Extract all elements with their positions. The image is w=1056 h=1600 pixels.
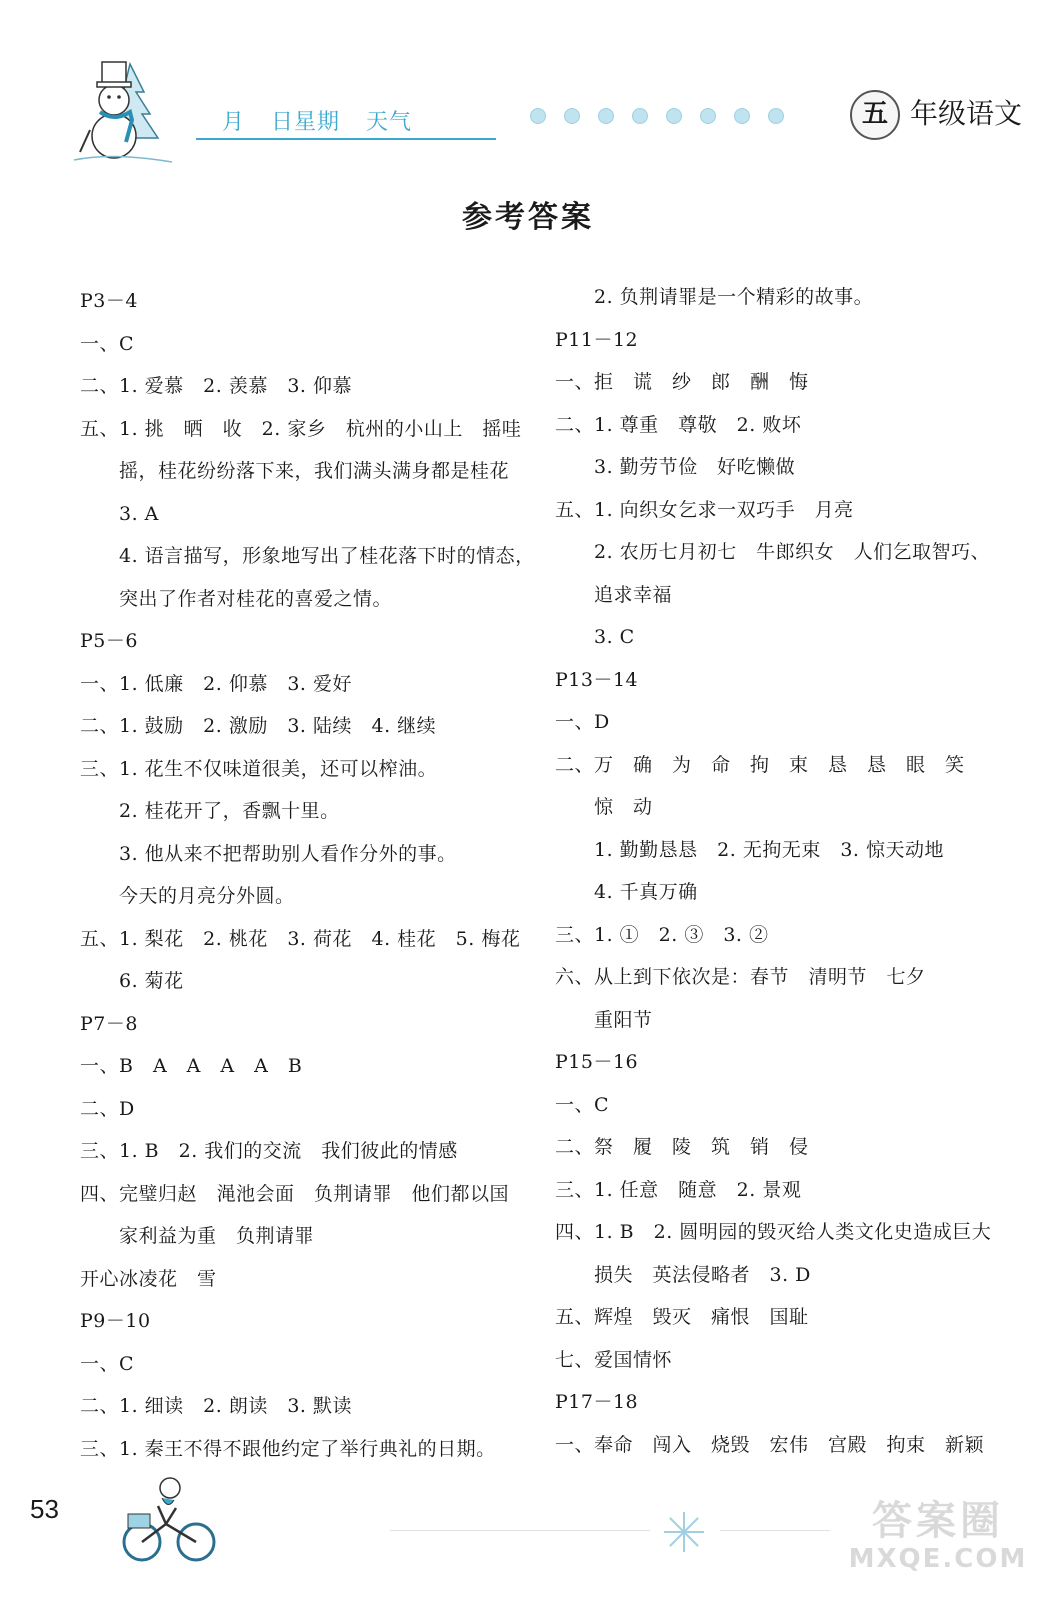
answer-line: 一、B A A A A B [80, 1055, 303, 1077]
weekday-label: 星期 [294, 110, 341, 135]
answer-line: 五、1. 梨花 2. 桃花 3. 荷花 4. 桂花 5. 梅花 [80, 927, 521, 950]
answer-line: 摇，桂花纷纷落下来，我们满头满身都是桂花 [80, 460, 510, 482]
answer-line: 五、1. 挑 晒 收 2. 家乡 杭州的小山上 摇哇 [80, 417, 522, 440]
answer-line: P11－12 [555, 328, 639, 351]
answer-line: 损失 英法侵略者 3. D [555, 1263, 811, 1286]
answer-line: 开心冰凌花 雪 [80, 1267, 217, 1290]
answer-line: 惊 动 [555, 796, 653, 818]
answer-line: 一、奉命 闯入 烧毁 宏伟 宫殿 拘束 新颖 [555, 1433, 985, 1456]
answer-line: 2. 农历七月初七 牛郎织女 人们乞取智巧、 [555, 541, 991, 563]
day-label: 日 [271, 110, 295, 135]
answer-line: 3. A [80, 502, 159, 525]
answer-line: 2. 桂花开了，香飘十里。 [80, 800, 340, 822]
answer-line: 4. 语言描写，形象地写出了桂花落下时的情态， [80, 545, 535, 567]
watermark-bottom: MXQE.COM [848, 1544, 1028, 1574]
answer-line: 一、拒 谎 纱 郎 酬 悔 [555, 371, 809, 393]
answer-line: 二、1. 鼓励 2. 激励 3. 陆续 4. 继续 [80, 715, 437, 737]
answer-line: P13－14 [555, 668, 639, 691]
answer-line: 二、1. 爱慕 2. 羡慕 3. 仰慕 [80, 375, 353, 397]
answer-line: 一、C [80, 1352, 135, 1375]
answer-line: 五、1. 向织女乞求一双巧手 月亮 [555, 498, 854, 521]
answer-line: P15－16 [555, 1051, 639, 1073]
page-number: 53 [30, 1494, 59, 1524]
date-weather-line [196, 105, 496, 140]
grade-badge: 五 [850, 90, 900, 140]
answer-line: 一、C [80, 332, 135, 355]
answer-line: 四、完璧归赵 渑池会面 负荆请罪 他们都以国 [80, 1182, 510, 1205]
answer-line: 3. 勤劳节俭 好吃懒做 [555, 456, 796, 478]
grade-subject-title: 年级语文 [910, 97, 1023, 130]
answer-line: 二、祭 履 陵 筑 销 侵 [555, 1136, 809, 1158]
answer-line: 突出了作者对桂花的喜爱之情。 [80, 587, 393, 610]
answer-line: 4. 千真万确 [555, 881, 698, 903]
answer-line: 家利益为重 负荆请罪 [80, 1225, 315, 1247]
answer-line: 追求幸福 [555, 583, 673, 606]
answer-line: 今天的月亮分外圆。 [80, 885, 295, 907]
answer-line: 重阳节 [555, 1008, 653, 1031]
answer-line: 2. 负荆请罪是一个精彩的故事。 [555, 286, 874, 308]
watermark [838, 1498, 1038, 1574]
answer-line: 一、1. 低廉 2. 仰慕 3. 爱好 [80, 672, 353, 695]
answer-line: P9－10 [80, 1310, 151, 1332]
answer-line: P5－6 [80, 630, 138, 652]
answer-line: 3. C [555, 626, 635, 648]
answer-line: 三、1. 秦王不得不跟他约定了举行典礼的日期。 [80, 1437, 496, 1460]
answer-line: 七、爱国情怀 [555, 1348, 673, 1371]
footer-rule-left [390, 1530, 650, 1531]
answer-line: 三、1. ① 2. ③ 3. ② [555, 923, 769, 946]
footer-rule-right [720, 1530, 830, 1531]
month-label: 月 [222, 110, 246, 135]
answer-line: P3－4 [80, 290, 138, 312]
weather-label: 天气 [366, 110, 413, 135]
answer-line: 四、1. B 2. 圆明园的毁灭给人类文化史造成巨大 [555, 1221, 992, 1243]
snowflake-icon [662, 1510, 706, 1554]
answer-line: P7－8 [80, 1012, 138, 1035]
answer-line: P17－18 [555, 1391, 639, 1413]
answer-line: 三、1. 任意 随意 2. 景观 [555, 1178, 802, 1201]
answer-line: 五、辉煌 毁灭 痛恨 国耻 [555, 1306, 809, 1328]
answer-line: 三、1. 花生不仅味道很美，还可以榨油。 [80, 757, 438, 780]
snowman-illustration [72, 52, 182, 170]
answer-line: 三、1. B 2. 我们的交流 我们彼此的情感 [80, 1140, 458, 1162]
answer-line: 一、C [555, 1093, 610, 1116]
answer-line: 一、D [555, 711, 610, 733]
answer-line: 1. 勤勤恳恳 2. 无拘无束 3. 惊天动地 [555, 838, 945, 861]
answer-line: 二、D [80, 1097, 135, 1120]
page-title: 参考答案 [462, 200, 594, 235]
cyclist-illustration [118, 1470, 218, 1566]
answer-line: 二、万 确 为 命 拘 束 恳 恳 眼 笑 [555, 753, 965, 776]
answer-line: 6. 菊花 [80, 970, 184, 992]
answer-line: 3. 他从来不把帮助别人看作分外的事。 [80, 842, 457, 865]
watermark-top: 答案圈 [872, 1498, 1004, 1544]
answer-line: 六、从上到下依次是：春节 清明节 七夕 [555, 966, 926, 988]
answer-line: 二、1. 细读 2. 朗读 3. 默读 [80, 1395, 353, 1417]
answer-line: 二、1. 尊重 尊敬 2. 败坏 [555, 413, 802, 436]
